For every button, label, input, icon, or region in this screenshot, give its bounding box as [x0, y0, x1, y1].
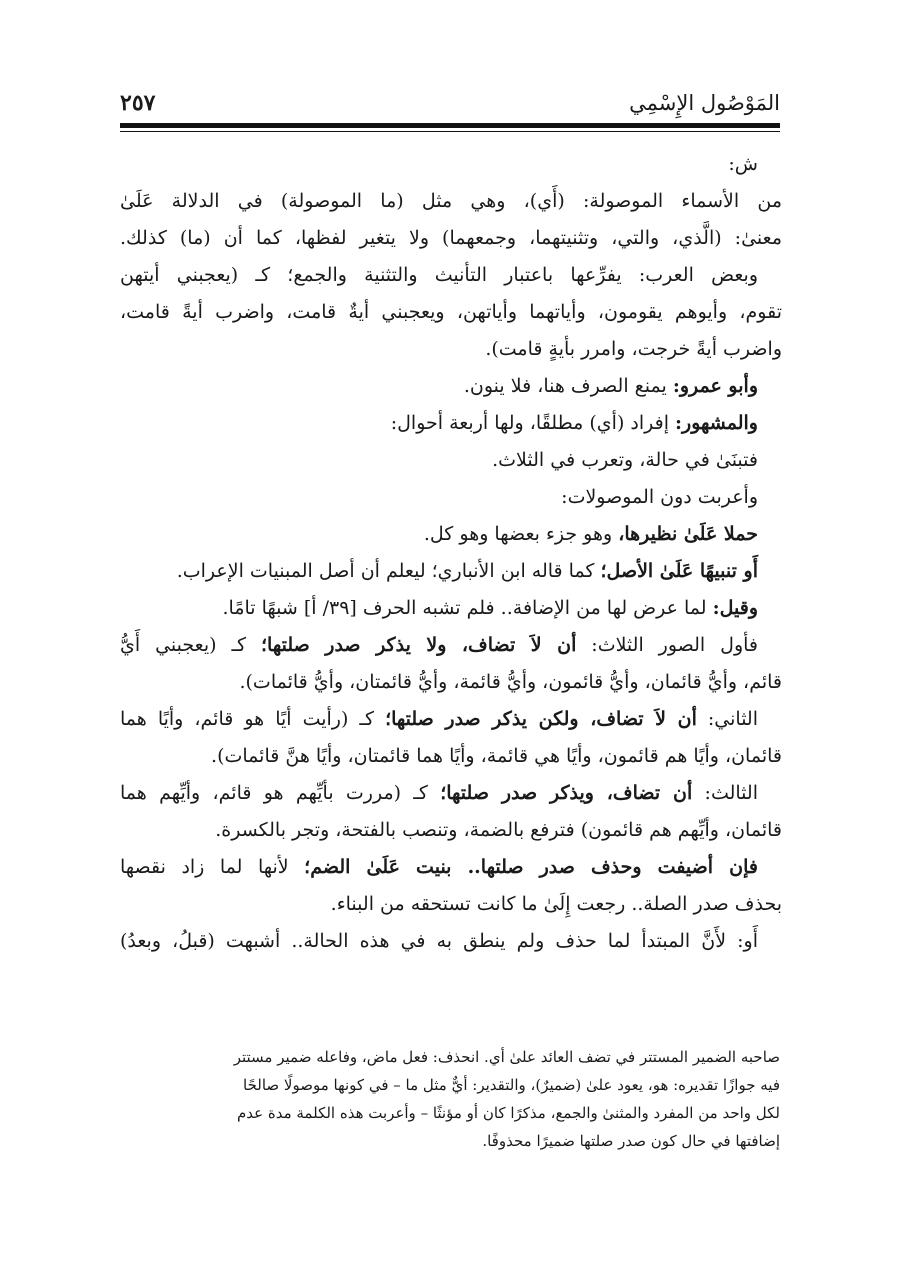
text-line: قائم، وأيُّ قائمان، وأيُّ قائمون، وأيُّ قائمة، وأيُّ قائمتان، وأيُّ قائمات). [239, 671, 782, 693]
chapter-title: المَوْصُول الإِسْمِي [629, 91, 780, 115]
bold-term: حملا عَلَىٰ نظيرها، [618, 523, 758, 545]
footnote-line: فيه جوازًا تقديره: هو، يعود علىٰ (ضميرٌ)، والتقدير: أيٌّ مثل ما – في كونها موصولًا صالحًا [243, 1076, 780, 1094]
text-run: كـ (مررت بأيِّهم هو قائم، وأيِّهم هما [120, 782, 441, 804]
running-header [120, 86, 780, 120]
main-text [120, 146, 782, 960]
text-line [120, 775, 782, 812]
text-run: وهو جزء بعضها وهو كل. [423, 523, 619, 545]
bold-term: أن تضاف، ويذكر صدر صلتها؛ [440, 782, 693, 804]
text-line: وأعربت دون الموصولات: [561, 486, 758, 508]
text-line: أَو: لأَنَّ المبتدأ لما حذف ولم ينطق به في هذه الحالة.. أشبهت (قبلُ، وبعدُ) [120, 930, 758, 952]
text-run: لأنها لما زاد نقصها [120, 856, 305, 878]
text-run: الثاني: [696, 708, 759, 730]
text-line: من الأسماء الموصولة: (أَي)، وهي مثل (ما الموصولة) في الدلالة عَلَىٰ [120, 190, 782, 212]
text-line [120, 849, 782, 886]
bold-term: أَو تنبيهًا عَلَىٰ الأصل؛ [600, 560, 758, 582]
text-line: معنىٰ: (الَّذي، والتي، وتثنيتهما، وجمعهما) ولا يتغير لفظها، كما أن (ما) كذلك. [120, 227, 782, 249]
text-line: قائمان، وأيِّهم هم قائمون) فترفع بالضمة، وتنصب بالفتحة، وتجر بالكسرة. [215, 819, 782, 841]
bold-term: فإن أضيفت وحذف صدر صلتها.. بنيت عَلَىٰ الضم؛ [304, 856, 759, 878]
page-number: ٢٥٧ [120, 90, 156, 116]
text-line [120, 627, 782, 664]
text-line [120, 146, 782, 183]
text-run: إفراد (أي) مطلقًا، ولها أربعة أحوال: [390, 412, 676, 434]
bold-term: أن لاَ تضاف، ولكن يذكر صدر صلتها؛ [385, 708, 697, 730]
header-rule-thick [120, 123, 780, 128]
text-line [120, 590, 782, 627]
footnote-line: لكل واحد من المفرد والمثنىٰ والجمع، مذكرًا كان أو مؤنثًا – وأعربت هذه الكلمة مدة عدم [236, 1104, 780, 1122]
text-line: تقوم، وأيوهم يقومون، وأياتهما وأياتهن، ويعجبني أيةٌ قامت، واضرب أيةً قامت، [120, 301, 782, 323]
section-marker: ش: [728, 153, 758, 175]
text-run: كـ (يعجبني أَيُّ [120, 634, 262, 656]
header-rule-thin [120, 131, 780, 132]
text-line [120, 701, 782, 738]
bold-term: وأبو عمرو: [672, 375, 758, 397]
text-line: وبعض العرب: يفرِّعها باعتبار التأنيث والتثنية والجمع؛ كـ (يعجبني أيتهن [120, 264, 758, 286]
bold-term: أن لاَ تضاف، ولا يذكر صدر صلتها؛ [261, 634, 577, 656]
text-run: فأول الصور الثلاث: [576, 634, 758, 656]
text-line: واضرب أيةً خرجت، وامرر بأيةٍ قامت). [485, 338, 782, 360]
footnote [120, 1043, 780, 1155]
text-run: كما قاله ابن الأنباري؛ ليعلم أن أصل المبنيات الإعراب. [176, 560, 601, 582]
text-line [120, 516, 782, 553]
footnote-line: صاحبه الضمير المستتر في تضف العائد علىٰ أي. انحذف: فعل ماض، وفاعله ضمير مستتر [233, 1048, 780, 1066]
text-line [120, 405, 782, 442]
text-run: لما عرض لها من الإضافة.. فلم تشبه الحرف [٣٩/ أ] شبهًا تامًا. [222, 597, 713, 619]
footnote-line: إضافتها في حال كون صدر صلتها ضميرًا محذوفًا. [482, 1132, 780, 1150]
text-line [120, 368, 782, 405]
bold-term: والمشهور: [675, 412, 758, 434]
text-line: قائمان، وأيًا هم قائمون، وأيًا هي قائمة، وأيًا هما قائمتان، وأيًا هنَّ قائمات). [211, 745, 782, 767]
bold-term: وقيل: [712, 597, 758, 619]
text-run: الثالث: [692, 782, 758, 804]
text-run: يمنع الصرف هنا، فلا ينون. [463, 375, 673, 397]
text-run: كـ (رأيت أيًا هو قائم، وأيًا هما [120, 708, 386, 730]
text-line: بحذف صدر الصلة.. رجعت إِلَىٰ ما كانت تستحقه من البناء. [330, 893, 782, 915]
text-line: فتبنَىٰ في حالة، وتعرب في الثلاث. [492, 449, 758, 471]
text-line [120, 553, 782, 590]
